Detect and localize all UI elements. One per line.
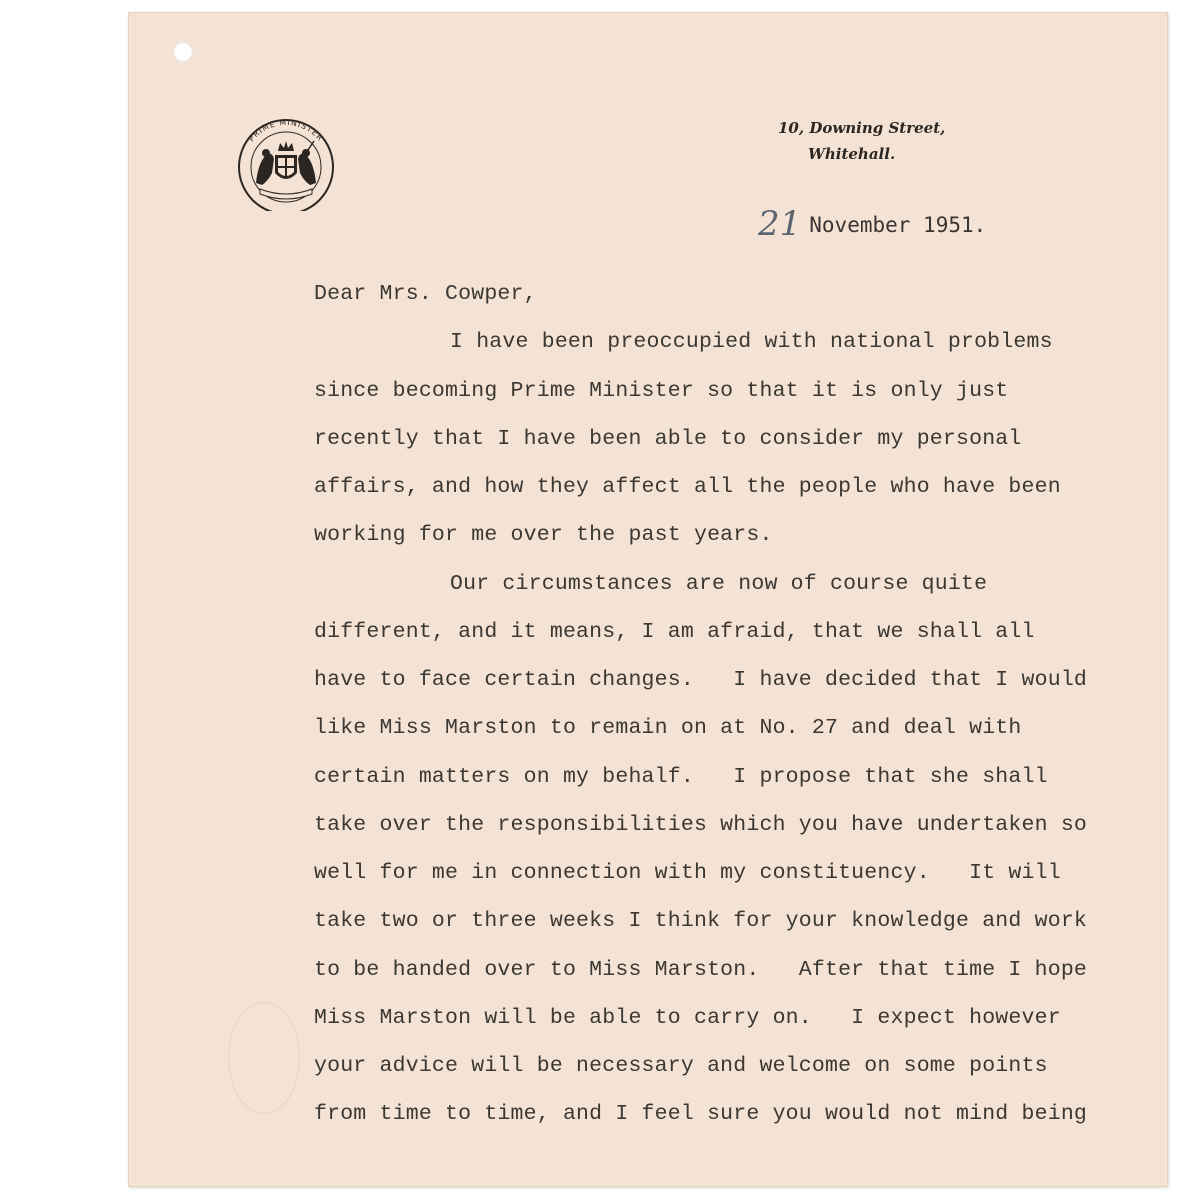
letterhead-address [778,115,1018,167]
seal-text: PRIME MINISTER [246,117,326,144]
body-line: take two or three weeks I think for your knowledge and work [314,909,1088,933]
letter-date [758,204,986,244]
body-line: since becoming Prime Minister so that it is only just [314,379,1009,403]
salutation: Dear Mrs. Cowper, [314,282,537,306]
address-line-2: Whitehall. [808,145,896,163]
body-line: from time to time, and I feel sure you would not mind being [314,1102,1088,1126]
prime-minister-seal-icon [222,115,350,211]
body-line: different, and it means, I am afraid, that we shall all [314,620,1035,644]
punch-hole [173,42,193,62]
address-line-1: 10, Downing Street, [778,119,946,137]
body-line: recently that I have been able to consider my personal [314,427,1022,451]
handwritten-day: 21 [758,204,802,244]
body-line: like Miss Marston to remain on at No. 27 and deal with [314,716,1022,740]
body-line: certain matters on my behalf. I propose that she shall [314,765,1048,789]
body-line: Miss Marston will be able to carry on. I expect however [314,1006,1061,1030]
date-month-year: November 1951. [809,213,987,237]
body-line: I have been preoccupied with national problems [450,330,1053,354]
body-line: Our circumstances are now of course quite [450,572,988,596]
body-line: to be handed over to Miss Marston. After that time I hope [314,958,1088,982]
body-line: well for me in connection with my constituency. It will [314,861,1061,885]
body-line: working for me over the past years. [314,523,773,547]
body-line: take over the responsibilities which you have undertaken so [314,813,1088,837]
faint-stamp-mark [228,1002,300,1114]
svg-text:PRIME MINISTER [247,118,325,143]
letter-sheet [128,12,1168,1187]
body-line: have to face certain changes. I have decided that I would [314,668,1088,692]
body-line: affairs, and how they affect all the people who have been [314,475,1061,499]
body-line: your advice will be necessary and welcome on some points [314,1054,1048,1078]
